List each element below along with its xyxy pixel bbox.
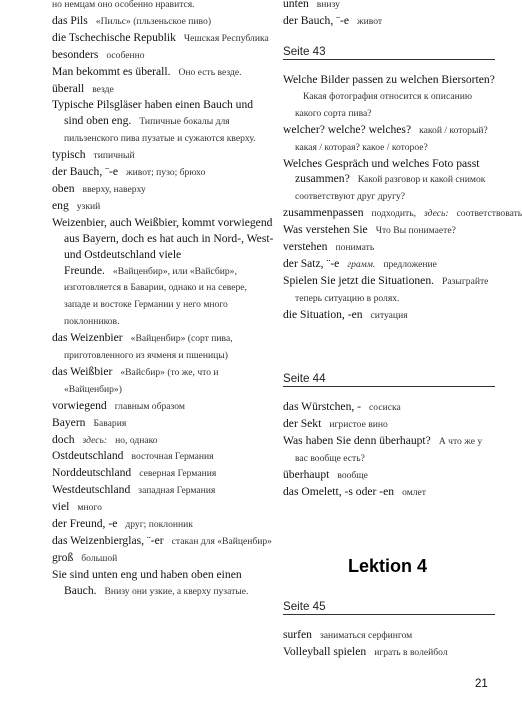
russian-translation: узкий	[76, 200, 101, 212]
russian-translation: играть в волейбол	[374, 646, 448, 658]
russian-translation: какой / который? какая / которая? какое / которое?	[295, 124, 488, 153]
russian-translation: большой	[81, 552, 118, 564]
german-term: die Situation, -en	[283, 307, 363, 321]
glossary-entry	[52, 47, 274, 64]
russian-translation: Внизу они узкие, а кверху пузатые.	[104, 585, 249, 597]
glossary-entry	[52, 533, 274, 550]
russian-translation: но немцам оно особенно нравится.	[52, 0, 195, 10]
glossary-entry	[52, 499, 274, 516]
lesson-title: Lektion 4	[348, 556, 428, 576]
glossary-entry	[283, 239, 495, 256]
glossary-entry	[52, 398, 274, 415]
german-term: das Weißbier	[52, 364, 113, 378]
german-term: eng	[52, 198, 69, 212]
german-term: viel	[52, 500, 70, 514]
section-seite-45	[283, 600, 495, 661]
russian-translation: омлет	[402, 486, 427, 498]
german-term: der Bauch, ¨-e	[52, 165, 118, 179]
german-term: das Weizenbierglas, ¨-er	[52, 534, 164, 547]
german-term: unten	[283, 0, 309, 10]
russian-translation: «Вайсбир» (то же, что и «Вайценбир»)	[64, 366, 219, 395]
glossary-entry	[283, 399, 495, 416]
russian-translation: игристое вино	[329, 418, 388, 430]
german-term: surfen	[283, 628, 312, 641]
glossary-entry	[52, 330, 274, 364]
german-term: der Sekt	[283, 416, 322, 430]
russian-translation: «Вайценбир» (сорт пива, приготовленного из ячменя и пшеницы)	[64, 333, 233, 362]
glossary-entry	[283, 627, 495, 644]
german-term: überhaupt	[283, 467, 330, 481]
russian-translation: Разыграйте теперь ситуацию в ролях.	[295, 275, 489, 304]
russian-translation: живот	[357, 15, 383, 27]
glossary-entry	[283, 644, 495, 661]
section-entries	[283, 72, 522, 324]
glossary-entry	[52, 164, 274, 181]
german-term: doch	[52, 432, 75, 446]
russian-translation: Какой разговор и какой снимок соответствуют друг другу?	[295, 174, 486, 203]
usage-note: здесь:	[423, 208, 449, 220]
russian-translation: заниматься серфингом	[319, 630, 413, 641]
russian-translation: западная Германия	[138, 485, 216, 497]
russian-translation: понимать	[335, 242, 375, 254]
german-term: Welches Gespräch und welches Foto passt zusammen?	[283, 156, 480, 186]
german-term: verstehen	[283, 240, 328, 254]
glossary-entry	[283, 307, 495, 324]
german-term: überall	[52, 81, 85, 95]
glossary-entry	[283, 256, 495, 273]
german-term: besonders	[52, 47, 99, 61]
german-term: groß	[52, 550, 74, 564]
german-term: Sie sind unten eng und haben oben einen Bauch.	[52, 567, 242, 597]
section-heading: Seite 44	[283, 372, 495, 387]
german-term: Was haben Sie denn überhaupt?	[283, 433, 431, 447]
russian-translation: «Вайценбир», или «Вайсбир», изготовляется в Баварии, однако и на севере, западе и востоке Германии у него много поклонников.	[64, 265, 247, 328]
glossary-entry	[52, 198, 274, 215]
german-term: der Satz, ¨-e	[283, 256, 340, 270]
page-number: 21	[475, 678, 488, 690]
glossary-entry	[283, 205, 522, 222]
german-term: das Weizenbier	[52, 331, 123, 345]
russian-translation: ситуация	[370, 309, 408, 321]
russian-translation: А что же у вас вообще есть?	[295, 435, 483, 464]
glossary-entry	[52, 215, 274, 330]
glossary-entry	[52, 567, 274, 600]
glossary-entry	[52, 97, 274, 147]
russian-translation: внизу	[316, 0, 340, 10]
russian-translation: Что Вы понимаете?	[375, 225, 456, 237]
german-term: zusammenpassen	[283, 206, 364, 220]
german-term: welcher? welche? welches?	[283, 122, 412, 136]
glossary-entry	[52, 64, 274, 81]
section-heading: Seite 45	[283, 600, 495, 615]
glossary-entry	[52, 448, 274, 465]
german-term: der Bauch, ¨-e	[283, 13, 349, 27]
section-heading: Seite 43	[283, 45, 495, 60]
russian-translation: соответствовать	[456, 208, 522, 220]
glossary-entry	[52, 364, 274, 398]
russian-translation: стакан для «Вайценбир»	[171, 536, 272, 547]
german-term: der Freund, -e	[52, 517, 118, 531]
russian-translation: «Пильс» (пльзеньское пиво)	[95, 15, 212, 27]
section-entries	[283, 399, 495, 500]
russian-translation: Чешская Республика	[183, 32, 269, 44]
german-term: oben	[52, 181, 75, 195]
german-term: Typische Pilsgläser haben einen Bauch und sind oben eng.	[52, 98, 254, 128]
glossary-entry	[283, 484, 495, 501]
glossary-entry	[52, 415, 274, 432]
russian-translation: вверху, наверху	[82, 183, 146, 195]
glossary-entry	[52, 482, 274, 499]
russian-translation: живот; пузо; брюхо	[126, 167, 206, 179]
german-term: die Tschechische Republik	[52, 30, 176, 44]
russian-translation: везде	[92, 83, 114, 95]
left-column	[52, 0, 274, 600]
russian-translation: подходить,	[371, 208, 416, 220]
german-term: Ostdeutschland	[52, 449, 124, 463]
russian-translation: вообще	[337, 469, 368, 481]
russian-translation: но, однако	[115, 434, 158, 446]
glossary-entry	[52, 0, 274, 13]
german-term: Welche Bilder passen zu welchen Biersorten?	[283, 73, 495, 86]
section-seite-43	[283, 45, 522, 324]
german-term: das Pils	[52, 13, 88, 27]
glossary-entry	[52, 516, 274, 533]
german-term: Westdeutschland	[52, 483, 131, 497]
usage-note: здесь:	[82, 434, 108, 446]
russian-translation: северная Германия	[139, 468, 217, 480]
section-entries	[283, 627, 495, 661]
russian-translation: Типичные бокалы для пильзенского пива пузатые и сужаются кверху.	[64, 116, 256, 145]
glossary-entry	[283, 13, 495, 30]
german-term: das Würstchen, -	[283, 400, 362, 413]
glossary-entry	[52, 432, 274, 449]
glossary-entry	[283, 72, 495, 122]
glossary-entry	[52, 81, 274, 98]
russian-translation: восточная Германия	[131, 451, 214, 463]
glossary-entry	[52, 181, 274, 198]
glossary-entry	[283, 273, 495, 307]
glossary-entry	[52, 30, 274, 47]
glossary-entry	[52, 550, 274, 567]
russian-translation: Оно есть везде.	[178, 66, 242, 78]
german-term: Man bekommt es überall.	[52, 64, 171, 78]
german-term: typisch	[52, 148, 86, 162]
right-column-top	[283, 0, 495, 30]
german-term: vorwiegend	[52, 398, 107, 412]
glossary-entry	[283, 416, 495, 433]
german-term: Spielen Sie jetzt die Situationen.	[283, 273, 435, 287]
german-term: Bayern	[52, 415, 86, 429]
russian-translation: главным образом	[114, 400, 185, 412]
russian-translation: типичный	[93, 150, 135, 162]
russian-translation: много	[77, 502, 102, 514]
russian-translation: друг; поклонник	[125, 519, 193, 531]
russian-translation: Бавария	[93, 417, 127, 429]
glossary-entry	[283, 122, 495, 156]
glossary-entry	[283, 156, 495, 206]
russian-translation: предложение	[383, 258, 437, 270]
german-term: Weizenbier, auch Weißbier, kommt vorwiegend aus Bayern, doch es hat auch in Nord-, West- und Ostdeutschland viele Freunde.	[52, 215, 274, 277]
glossary-entry	[52, 465, 274, 482]
russian-translation: Какая фотография относится к описанию какого сорта пива?	[295, 90, 473, 119]
german-term: das Omelett, -s oder -en	[283, 484, 395, 498]
german-term: Volleyball spielen	[283, 644, 367, 658]
usage-note: грамм.	[347, 258, 376, 270]
glossary-entry	[283, 433, 495, 467]
glossary-entry	[52, 147, 274, 164]
german-term: Was verstehen Sie	[283, 223, 368, 237]
russian-translation: сосиска	[369, 402, 401, 413]
russian-translation: особенно	[106, 49, 145, 61]
german-term: Norddeutschland	[52, 466, 132, 480]
glossary-entry	[52, 13, 274, 30]
glossary-entry	[283, 0, 495, 13]
glossary-entry	[283, 222, 495, 239]
glossary-entry	[283, 467, 495, 484]
section-seite-44	[283, 372, 495, 500]
